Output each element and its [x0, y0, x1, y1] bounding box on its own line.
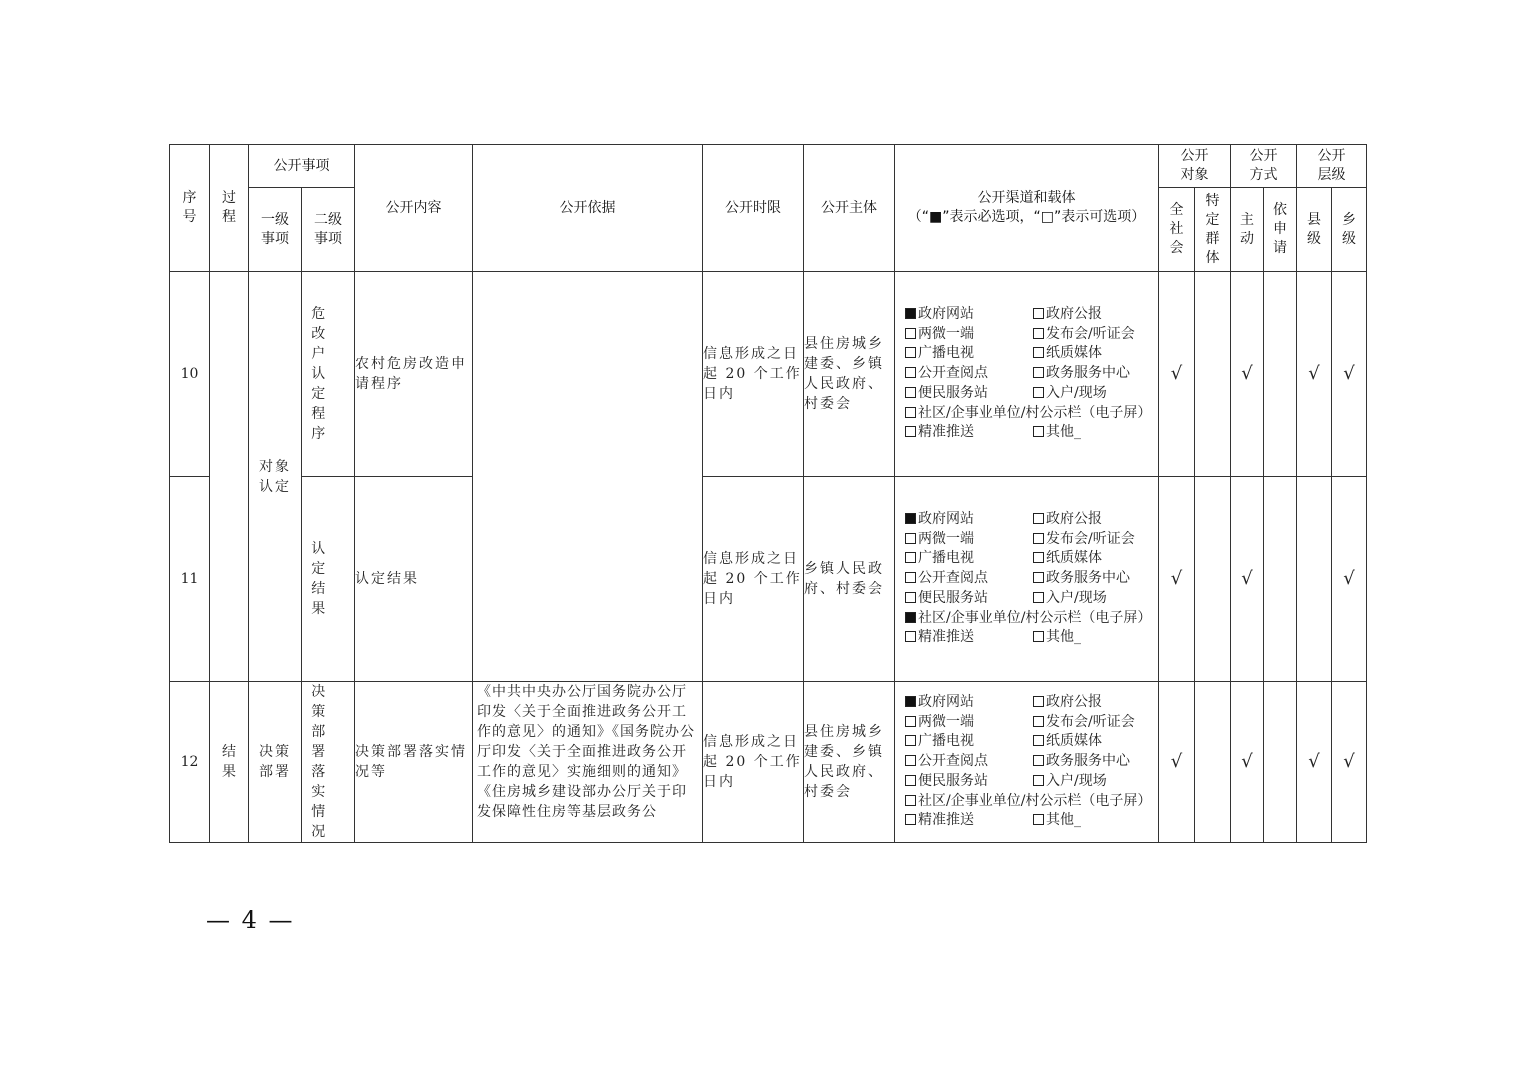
channel-label: 便民服务站	[918, 384, 988, 401]
empty-box-icon	[1033, 755, 1044, 766]
header-target-group: 特定群体	[1195, 188, 1231, 272]
row-channels	[895, 477, 1159, 682]
empty-box-icon	[1033, 347, 1044, 358]
empty-box-icon	[1033, 735, 1044, 746]
empty-box-icon	[1033, 592, 1044, 603]
check-target-all: √	[1159, 682, 1195, 843]
channel-option	[905, 732, 1033, 752]
row-process: 结果	[210, 682, 249, 843]
channel-label: 公开查阅点	[918, 365, 988, 382]
channel-option	[1033, 325, 1158, 345]
row-process	[210, 272, 249, 682]
channel-option	[1033, 752, 1158, 772]
channel-label: 入户/现场	[1046, 384, 1107, 401]
channel-label: 两微一端	[918, 530, 974, 547]
channel-label: 便民服务站	[918, 589, 988, 606]
empty-box-icon	[905, 328, 916, 339]
check-mode-apply	[1264, 272, 1297, 477]
channel-label: 纸质媒体	[1046, 550, 1102, 567]
header-mode-active: 主动	[1231, 188, 1264, 272]
row-channels	[895, 272, 1159, 477]
check-mode-apply	[1264, 477, 1297, 682]
table-row	[170, 477, 1367, 682]
channel-option	[1033, 549, 1158, 569]
channel-option	[905, 305, 1033, 325]
table-row	[170, 272, 1367, 477]
empty-box-icon	[905, 407, 916, 418]
row-channels	[895, 682, 1159, 843]
empty-box-icon	[1033, 328, 1044, 339]
row-subject: 乡镇人民政府、村委会	[804, 477, 895, 682]
channel-label: 政务服务中心	[1046, 570, 1130, 587]
header-channel-note: （“■”表示必选项，“□”表示可选项）	[907, 209, 1146, 225]
channel-label: 社区/企事业单位/村公示栏（电子屏）	[918, 609, 1152, 626]
channel-label: 广播电视	[918, 345, 974, 362]
empty-box-icon	[1033, 426, 1044, 437]
empty-box-icon	[1033, 814, 1044, 825]
channel-label: 便民服务站	[918, 772, 988, 789]
channel-option	[1033, 732, 1158, 752]
header-process: 过程	[210, 145, 249, 272]
row-level2: 认定结果	[302, 477, 355, 682]
channel-label: 精准推送	[918, 629, 974, 646]
channel-label: 其他_	[1046, 812, 1081, 829]
row-subject: 县住房城乡建委、乡镇人民政府、村委会	[804, 682, 895, 843]
check-level-town: √	[1332, 682, 1367, 843]
channel-option	[905, 404, 1158, 424]
channel-option	[905, 423, 1033, 443]
row-time-limit: 信息形成之日起 20 个工作日内	[703, 477, 804, 682]
empty-box-icon	[905, 735, 916, 746]
checked-box-icon	[905, 513, 916, 524]
header-level2: 二级事项	[302, 188, 355, 272]
channel-option	[905, 569, 1033, 589]
check-level-county: √	[1297, 682, 1332, 843]
checked-box-icon	[905, 612, 916, 623]
row-content: 决策部署落实情况等	[355, 682, 473, 843]
channel-option	[1033, 344, 1158, 364]
channel-option	[905, 510, 1033, 530]
channel-option	[1033, 423, 1158, 443]
table-row	[170, 682, 1367, 843]
empty-box-icon	[905, 552, 916, 563]
header-target-all: 全社会	[1159, 188, 1195, 272]
check-level-town: √	[1332, 272, 1367, 477]
channel-option	[1033, 530, 1158, 550]
checked-box-icon	[905, 308, 916, 319]
row-time-limit: 信息形成之日起 20 个工作日内	[703, 272, 804, 477]
empty-box-icon	[905, 533, 916, 544]
check-mode-active: √	[1231, 477, 1264, 682]
check-target-group	[1195, 477, 1231, 682]
empty-box-icon	[1033, 775, 1044, 786]
header-time-limit: 公开时限	[703, 145, 804, 272]
channel-option	[905, 530, 1033, 550]
header-target: 公开对象	[1159, 145, 1231, 188]
disclosure-table	[169, 144, 1367, 843]
empty-box-icon	[905, 775, 916, 786]
header-level-town: 乡级	[1332, 188, 1367, 272]
channel-label: 政府公报	[1046, 305, 1102, 322]
channel-label: 公开查阅点	[918, 753, 988, 770]
empty-box-icon	[905, 814, 916, 825]
empty-box-icon	[905, 755, 916, 766]
row-basis: 《中共中央办公厅国务院办公厅印发〈关于全面推进政务公开工作的意见〉的通知》《国务院办公厅印发〈关于全面推进政务公开工作的意见〉实施细则的通知》《住房城乡建设部办公厅关于印发保障性住房等基层政务公	[473, 682, 703, 843]
channel-option	[1033, 713, 1158, 733]
row-subject: 县住房城乡建委、乡镇人民政府、村委会	[804, 272, 895, 477]
empty-box-icon	[1033, 572, 1044, 583]
channel-label: 精准推送	[918, 424, 974, 441]
empty-box-icon	[905, 347, 916, 358]
check-target-all: √	[1159, 272, 1195, 477]
header-mode-apply: 依申请	[1264, 188, 1297, 272]
row-content: 农村危房改造申请程序	[355, 272, 473, 477]
check-level-county	[1297, 477, 1332, 682]
empty-box-icon	[1033, 387, 1044, 398]
check-mode-active: √	[1231, 272, 1264, 477]
header-level: 公开层级	[1297, 145, 1367, 188]
channel-option	[1033, 510, 1158, 530]
channel-option	[1033, 589, 1158, 609]
channel-option	[905, 693, 1033, 713]
channel-option	[1033, 569, 1158, 589]
channel-label: 广播电视	[918, 550, 974, 567]
row-level1: 对象认定	[249, 272, 302, 682]
channel-label: 广播电视	[918, 733, 974, 750]
channel-option	[1033, 693, 1158, 713]
channel-label: 发布会/听证会	[1046, 713, 1135, 730]
check-target-all: √	[1159, 477, 1195, 682]
row-time-limit: 信息形成之日起 20 个工作日内	[703, 682, 804, 843]
header-basis: 公开依据	[473, 145, 703, 272]
channel-option	[905, 792, 1158, 812]
channel-label: 政务服务中心	[1046, 753, 1130, 770]
empty-box-icon	[905, 795, 916, 806]
check-target-group	[1195, 272, 1231, 477]
channel-option	[905, 364, 1033, 384]
check-target-group	[1195, 682, 1231, 843]
empty-box-icon	[905, 592, 916, 603]
checked-box-icon	[905, 696, 916, 707]
check-level-county: √	[1297, 272, 1332, 477]
check-mode-apply	[1264, 682, 1297, 843]
channel-label: 社区/企事业单位/村公示栏（电子屏）	[918, 404, 1152, 421]
row-level1: 决策部署	[249, 682, 302, 843]
channel-label: 社区/企事业单位/村公示栏（电子屏）	[918, 792, 1152, 809]
channel-label: 纸质媒体	[1046, 733, 1102, 750]
channel-label: 政府公报	[1046, 693, 1102, 710]
channel-option	[905, 772, 1033, 792]
check-level-town: √	[1332, 477, 1367, 682]
channel-label: 政府网站	[918, 305, 974, 322]
channel-option	[905, 344, 1033, 364]
channel-label: 精准推送	[918, 812, 974, 829]
header-mode: 公开方式	[1231, 145, 1297, 188]
empty-box-icon	[1033, 308, 1044, 319]
channel-label: 公开查阅点	[918, 570, 988, 587]
page-number: — 4 —	[206, 906, 295, 934]
channel-option	[1033, 364, 1158, 384]
empty-box-icon	[905, 716, 916, 727]
empty-box-icon	[905, 572, 916, 583]
empty-box-icon	[1033, 696, 1044, 707]
header-content: 公开内容	[355, 145, 473, 272]
row-level2: 危改户认定程序	[302, 272, 355, 477]
channel-option	[1033, 305, 1158, 325]
channel-label: 政府网站	[918, 693, 974, 710]
header-matters: 公开事项	[249, 145, 355, 188]
row-level2: 决策部署落实情况	[302, 682, 355, 843]
channel-label: 两微一端	[918, 325, 974, 342]
channel-label: 发布会/听证会	[1046, 325, 1135, 342]
channel-label: 其他_	[1046, 629, 1081, 646]
empty-box-icon	[1033, 367, 1044, 378]
channel-option	[905, 325, 1033, 345]
empty-box-icon	[1033, 552, 1044, 563]
row-seq: 10	[170, 272, 210, 477]
empty-box-icon	[1033, 631, 1044, 642]
channel-label: 发布会/听证会	[1046, 530, 1135, 547]
channel-option	[905, 384, 1033, 404]
empty-box-icon	[1033, 513, 1044, 524]
channel-label: 入户/现场	[1046, 589, 1107, 606]
empty-box-icon	[905, 387, 916, 398]
channel-label: 政府网站	[918, 510, 974, 527]
channel-option	[905, 811, 1033, 831]
channel-option	[905, 549, 1033, 569]
empty-box-icon	[905, 631, 916, 642]
empty-box-icon	[905, 426, 916, 437]
channel-option	[905, 752, 1033, 772]
channel-option	[905, 589, 1033, 609]
check-mode-active: √	[1231, 682, 1264, 843]
channel-label: 其他_	[1046, 424, 1081, 441]
header-channel-title: 公开渠道和载体	[977, 190, 1076, 206]
channel-label: 政务服务中心	[1046, 365, 1130, 382]
header-channel	[895, 145, 1159, 272]
channel-option	[905, 713, 1033, 733]
channel-option	[1033, 628, 1158, 648]
header-seq: 序号	[170, 145, 210, 272]
channel-option	[905, 628, 1033, 648]
channel-option	[1033, 772, 1158, 792]
channel-label: 纸质媒体	[1046, 345, 1102, 362]
header-level1: 一级事项	[249, 188, 302, 272]
channel-option	[905, 609, 1158, 629]
row-content: 认定结果	[355, 477, 473, 682]
header-subject: 公开主体	[804, 145, 895, 272]
empty-box-icon	[1033, 533, 1044, 544]
row-basis	[473, 272, 703, 682]
empty-box-icon	[905, 367, 916, 378]
channel-label: 政府公报	[1046, 510, 1102, 527]
channel-option	[1033, 811, 1158, 831]
row-seq: 11	[170, 477, 210, 682]
channel-label: 两微一端	[918, 713, 974, 730]
empty-box-icon	[1033, 716, 1044, 727]
channel-option	[1033, 384, 1158, 404]
row-seq: 12	[170, 682, 210, 843]
header-level-county: 县级	[1297, 188, 1332, 272]
channel-label: 入户/现场	[1046, 772, 1107, 789]
